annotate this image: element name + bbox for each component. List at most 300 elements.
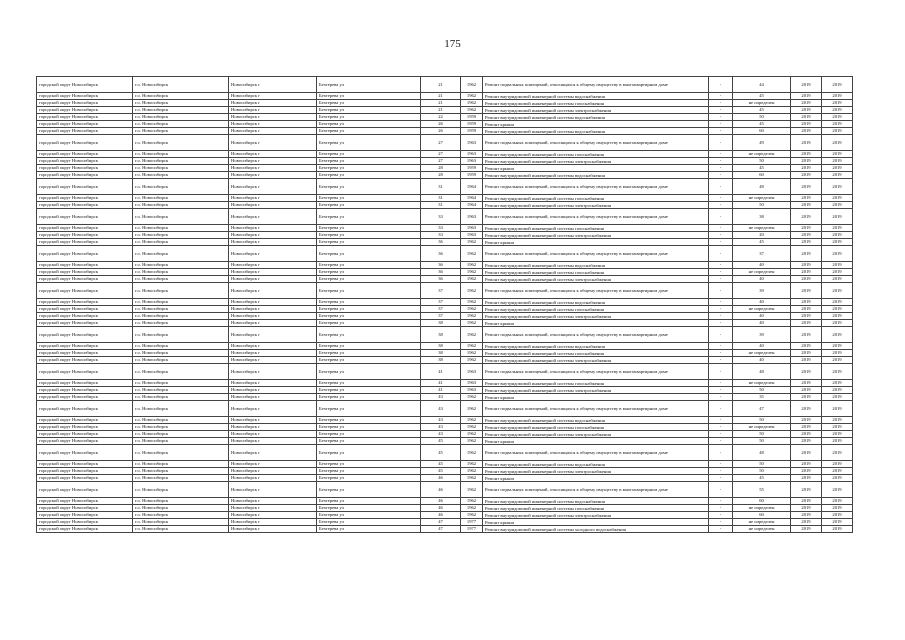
- district-cell: г.о. Новосибирск: [133, 121, 229, 128]
- municipality-cell: городской округ Новосибирск: [37, 387, 133, 394]
- district-cell: г.о. Новосибирск: [133, 482, 229, 498]
- house-number-cell: 28: [421, 172, 461, 179]
- table-row: [37, 209, 853, 225]
- street-cell: Бехтерева ул: [317, 77, 421, 93]
- volume-cell: 44: [733, 77, 791, 93]
- city-cell: Новосибирск г: [229, 151, 317, 158]
- district-cell: г.о. Новосибирск: [133, 350, 229, 357]
- year-start-cell: 2019: [791, 461, 822, 468]
- house-number-cell: 36: [421, 246, 461, 262]
- volume-cell: не определен: [733, 195, 791, 202]
- volume-cell: 40: [733, 320, 791, 327]
- work-type-cell: Ремонт внутридомовой инженерной системы электроснабжения: [483, 232, 709, 239]
- year-end-cell: 2019: [822, 519, 853, 526]
- street-cell: Бехтерева ул: [317, 269, 421, 276]
- district-cell: г.о. Новосибирск: [133, 232, 229, 239]
- city-cell: Новосибирск г: [229, 246, 317, 262]
- city-cell: Новосибирск г: [229, 158, 317, 165]
- volume-cell: 50: [733, 461, 791, 468]
- municipality-cell: городской округ Новосибирск: [37, 77, 133, 93]
- year-end-cell: 2019: [822, 357, 853, 364]
- dash-cell: -: [709, 135, 733, 151]
- street-cell: Бехтерева ул: [317, 417, 421, 424]
- dash-cell: -: [709, 343, 733, 350]
- street-cell: Бехтерева ул: [317, 438, 421, 445]
- year-end-cell: 2019: [822, 100, 853, 107]
- dash-cell: -: [709, 276, 733, 283]
- house-number-cell: 43: [421, 401, 461, 417]
- work-type-cell: Ремонт подвальных помещений, относящихся к общему имуществу в многоквартирном доме: [483, 135, 709, 151]
- house-number-cell: 46: [421, 512, 461, 519]
- dash-cell: -: [709, 121, 733, 128]
- year-end-cell: 2019: [822, 380, 853, 387]
- build-year-cell: 1963: [461, 209, 483, 225]
- year-end-cell: 2019: [822, 107, 853, 114]
- house-number-cell: 36: [421, 239, 461, 246]
- dash-cell: -: [709, 128, 733, 135]
- city-cell: Новосибирск г: [229, 387, 317, 394]
- street-cell: Бехтерева ул: [317, 401, 421, 417]
- city-cell: Новосибирск г: [229, 179, 317, 195]
- dash-cell: -: [709, 306, 733, 313]
- house-number-cell: 36: [421, 269, 461, 276]
- volume-cell: 60: [733, 172, 791, 179]
- dash-cell: -: [709, 239, 733, 246]
- table-row: [37, 151, 853, 158]
- district-cell: г.о. Новосибирск: [133, 498, 229, 505]
- build-year-cell: 1959: [461, 128, 483, 135]
- dash-cell: -: [709, 172, 733, 179]
- work-type-cell: Ремонт внутридомовой инженерной системы электроснабжения: [483, 468, 709, 475]
- district-cell: г.о. Новосибирск: [133, 526, 229, 533]
- volume-cell: 40: [733, 299, 791, 306]
- dash-cell: -: [709, 505, 733, 512]
- volume-cell: 38: [733, 209, 791, 225]
- work-type-cell: Ремонт внутридомовой инженерной системы электроснабжения: [483, 202, 709, 209]
- city-cell: Новосибирск г: [229, 135, 317, 151]
- build-year-cell: 1962: [461, 327, 483, 343]
- volume-cell: 50: [733, 468, 791, 475]
- municipality-cell: городской округ Новосибирск: [37, 276, 133, 283]
- year-end-cell: 2019: [822, 128, 853, 135]
- volume-cell: 40: [733, 357, 791, 364]
- dash-cell: -: [709, 100, 733, 107]
- year-end-cell: 2019: [822, 327, 853, 343]
- table-row: [37, 121, 853, 128]
- street-cell: Бехтерева ул: [317, 165, 421, 172]
- work-type-cell: Ремонт подвальных помещений, относящихся к общему имуществу в многоквартирном доме: [483, 283, 709, 299]
- house-number-cell: 31: [421, 195, 461, 202]
- city-cell: Новосибирск г: [229, 93, 317, 100]
- year-start-cell: 2019: [791, 128, 822, 135]
- year-start-cell: 2019: [791, 202, 822, 209]
- house-number-cell: 36: [421, 276, 461, 283]
- district-cell: г.о. Новосибирск: [133, 424, 229, 431]
- dash-cell: -: [709, 202, 733, 209]
- street-cell: Бехтерева ул: [317, 343, 421, 350]
- table-row: [37, 306, 853, 313]
- volume-cell: 39: [733, 327, 791, 343]
- street-cell: Бехтерева ул: [317, 172, 421, 179]
- registry-table-body: [37, 77, 853, 533]
- dash-cell: -: [709, 424, 733, 431]
- table-row: [37, 225, 853, 232]
- municipality-cell: городской округ Новосибирск: [37, 327, 133, 343]
- district-cell: г.о. Новосибирск: [133, 445, 229, 461]
- street-cell: Бехтерева ул: [317, 320, 421, 327]
- house-number-cell: 26: [421, 121, 461, 128]
- build-year-cell: 1959: [461, 165, 483, 172]
- district-cell: г.о. Новосибирск: [133, 172, 229, 179]
- street-cell: Бехтерева ул: [317, 482, 421, 498]
- district-cell: г.о. Новосибирск: [133, 151, 229, 158]
- municipality-cell: городской округ Новосибирск: [37, 107, 133, 114]
- dash-cell: -: [709, 158, 733, 165]
- work-type-cell: Ремонт внутридомовой инженерной системы электроснабжения: [483, 357, 709, 364]
- year-start-cell: 2019: [791, 526, 822, 533]
- build-year-cell: 1962: [461, 306, 483, 313]
- dash-cell: -: [709, 320, 733, 327]
- year-start-cell: 2019: [791, 417, 822, 424]
- city-cell: Новосибирск г: [229, 121, 317, 128]
- work-type-cell: Ремонт крыши: [483, 320, 709, 327]
- build-year-cell: 1977: [461, 519, 483, 526]
- year-end-cell: 2019: [822, 364, 853, 380]
- municipality-cell: городской округ Новосибирск: [37, 519, 133, 526]
- dash-cell: -: [709, 387, 733, 394]
- table-row: [37, 505, 853, 512]
- city-cell: Новосибирск г: [229, 468, 317, 475]
- build-year-cell: 1963: [461, 158, 483, 165]
- dash-cell: -: [709, 77, 733, 93]
- street-cell: Бехтерева ул: [317, 121, 421, 128]
- build-year-cell: 1962: [461, 299, 483, 306]
- table-row: [37, 158, 853, 165]
- build-year-cell: 1963: [461, 364, 483, 380]
- volume-cell: 49: [733, 135, 791, 151]
- build-year-cell: 1963: [461, 380, 483, 387]
- work-type-cell: Ремонт подвальных помещений, относящихся к общему имуществу в многоквартирном доме: [483, 209, 709, 225]
- year-start-cell: 2019: [791, 283, 822, 299]
- district-cell: г.о. Новосибирск: [133, 364, 229, 380]
- street-cell: Бехтерева ул: [317, 114, 421, 121]
- table-row: [37, 498, 853, 505]
- city-cell: Новосибирск г: [229, 172, 317, 179]
- city-cell: Новосибирск г: [229, 239, 317, 246]
- dash-cell: -: [709, 114, 733, 121]
- district-cell: г.о. Новосибирск: [133, 195, 229, 202]
- work-type-cell: Ремонт подвальных помещений, относящихся к общему имуществу в многоквартирном доме: [483, 246, 709, 262]
- municipality-cell: городской округ Новосибирск: [37, 512, 133, 519]
- work-type-cell: Ремонт внутридомовой инженерной системы водоснабжения: [483, 461, 709, 468]
- volume-cell: 50: [733, 114, 791, 121]
- volume-cell: 48: [733, 364, 791, 380]
- year-start-cell: 2019: [791, 299, 822, 306]
- district-cell: г.о. Новосибирск: [133, 114, 229, 121]
- house-number-cell: 37: [421, 299, 461, 306]
- house-number-cell: 33: [421, 232, 461, 239]
- volume-cell: 35: [733, 394, 791, 401]
- work-type-cell: Ремонт внутридомовой инженерной системы электроснабжения: [483, 512, 709, 519]
- street-cell: Бехтерева ул: [317, 151, 421, 158]
- house-number-cell: 38: [421, 327, 461, 343]
- year-start-cell: 2019: [791, 431, 822, 438]
- table-row: [37, 327, 853, 343]
- city-cell: Новосибирск г: [229, 306, 317, 313]
- street-cell: Бехтерева ул: [317, 475, 421, 482]
- year-start-cell: 2019: [791, 158, 822, 165]
- district-cell: г.о. Новосибирск: [133, 276, 229, 283]
- table-row: [37, 313, 853, 320]
- district-cell: г.о. Новосибирск: [133, 283, 229, 299]
- volume-cell: 50: [733, 417, 791, 424]
- city-cell: Новосибирск г: [229, 225, 317, 232]
- municipality-cell: городской округ Новосибирск: [37, 151, 133, 158]
- municipality-cell: городской округ Новосибирск: [37, 135, 133, 151]
- district-cell: г.о. Новосибирск: [133, 431, 229, 438]
- year-end-cell: 2019: [822, 387, 853, 394]
- municipality-cell: городской округ Новосибирск: [37, 128, 133, 135]
- house-number-cell: 21: [421, 77, 461, 93]
- table-row: [37, 165, 853, 172]
- year-start-cell: 2019: [791, 387, 822, 394]
- year-end-cell: 2019: [822, 505, 853, 512]
- work-type-cell: Ремонт крыши: [483, 475, 709, 482]
- city-cell: Новосибирск г: [229, 461, 317, 468]
- year-start-cell: 2019: [791, 225, 822, 232]
- year-end-cell: 2019: [822, 172, 853, 179]
- municipality-cell: городской округ Новосибирск: [37, 431, 133, 438]
- repair-registry-table: [36, 76, 853, 533]
- house-number-cell: 46: [421, 498, 461, 505]
- volume-cell: 45: [733, 93, 791, 100]
- city-cell: Новосибирск г: [229, 343, 317, 350]
- city-cell: Новосибирск г: [229, 283, 317, 299]
- year-start-cell: 2019: [791, 262, 822, 269]
- street-cell: Бехтерева ул: [317, 262, 421, 269]
- year-end-cell: 2019: [822, 445, 853, 461]
- district-cell: г.о. Новосибирск: [133, 438, 229, 445]
- work-type-cell: Ремонт внутридомовой инженерной системы водоснабжения: [483, 417, 709, 424]
- district-cell: г.о. Новосибирск: [133, 468, 229, 475]
- house-number-cell: 21: [421, 93, 461, 100]
- table-row: [37, 299, 853, 306]
- city-cell: Новосибирск г: [229, 327, 317, 343]
- build-year-cell: 1964: [461, 202, 483, 209]
- city-cell: Новосибирск г: [229, 424, 317, 431]
- year-end-cell: 2019: [822, 438, 853, 445]
- work-type-cell: Ремонт подвальных помещений, относящихся к общему имуществу в многоквартирном доме: [483, 482, 709, 498]
- municipality-cell: городской округ Новосибирск: [37, 269, 133, 276]
- year-start-cell: 2019: [791, 482, 822, 498]
- district-cell: г.о. Новосибирск: [133, 357, 229, 364]
- table-row: [37, 519, 853, 526]
- work-type-cell: Ремонт подвальных помещений, относящихся к общему имуществу в многоквартирном доме: [483, 401, 709, 417]
- district-cell: г.о. Новосибирск: [133, 380, 229, 387]
- build-year-cell: 1962: [461, 93, 483, 100]
- district-cell: г.о. Новосибирск: [133, 387, 229, 394]
- volume-cell: 45: [733, 121, 791, 128]
- table-row: [37, 195, 853, 202]
- house-number-cell: 45: [421, 468, 461, 475]
- build-year-cell: 1962: [461, 262, 483, 269]
- municipality-cell: городской округ Новосибирск: [37, 350, 133, 357]
- build-year-cell: 1962: [461, 357, 483, 364]
- street-cell: Бехтерева ул: [317, 209, 421, 225]
- street-cell: Бехтерева ул: [317, 283, 421, 299]
- municipality-cell: городской округ Новосибирск: [37, 172, 133, 179]
- house-number-cell: 26: [421, 128, 461, 135]
- district-cell: г.о. Новосибирск: [133, 209, 229, 225]
- municipality-cell: городской округ Новосибирск: [37, 417, 133, 424]
- work-type-cell: Ремонт внутридомовой инженерной системы электроснабжения: [483, 276, 709, 283]
- municipality-cell: городской округ Новосибирск: [37, 505, 133, 512]
- year-end-cell: 2019: [822, 209, 853, 225]
- dash-cell: -: [709, 269, 733, 276]
- city-cell: Новосибирск г: [229, 357, 317, 364]
- build-year-cell: 1962: [461, 417, 483, 424]
- municipality-cell: городской округ Новосибирск: [37, 100, 133, 107]
- city-cell: Новосибирск г: [229, 394, 317, 401]
- dash-cell: -: [709, 394, 733, 401]
- municipality-cell: городской округ Новосибирск: [37, 313, 133, 320]
- table-row: [37, 512, 853, 519]
- dash-cell: -: [709, 498, 733, 505]
- year-end-cell: 2019: [822, 225, 853, 232]
- volume-cell: 50: [733, 158, 791, 165]
- build-year-cell: 1962: [461, 438, 483, 445]
- municipality-cell: городской округ Новосибирск: [37, 93, 133, 100]
- district-cell: г.о. Новосибирск: [133, 519, 229, 526]
- city-cell: Новосибирск г: [229, 380, 317, 387]
- house-number-cell: 36: [421, 262, 461, 269]
- city-cell: Новосибирск г: [229, 512, 317, 519]
- city-cell: Новосибирск г: [229, 445, 317, 461]
- dash-cell: -: [709, 380, 733, 387]
- build-year-cell: 1963: [461, 387, 483, 394]
- street-cell: Бехтерева ул: [317, 313, 421, 320]
- dash-cell: -: [709, 357, 733, 364]
- dash-cell: -: [709, 445, 733, 461]
- work-type-cell: Ремонт внутридомовой инженерной системы водоснабжения: [483, 128, 709, 135]
- table-row: [37, 239, 853, 246]
- street-cell: Бехтерева ул: [317, 519, 421, 526]
- dash-cell: -: [709, 232, 733, 239]
- street-cell: Бехтерева ул: [317, 232, 421, 239]
- table-row: [37, 475, 853, 482]
- build-year-cell: 1962: [461, 239, 483, 246]
- municipality-cell: городской округ Новосибирск: [37, 246, 133, 262]
- year-end-cell: 2019: [822, 526, 853, 533]
- district-cell: г.о. Новосибирск: [133, 239, 229, 246]
- district-cell: г.о. Новосибирск: [133, 100, 229, 107]
- volume-cell: 50: [733, 431, 791, 438]
- district-cell: г.о. Новосибирск: [133, 512, 229, 519]
- municipality-cell: городской округ Новосибирск: [37, 380, 133, 387]
- dash-cell: -: [709, 327, 733, 343]
- street-cell: Бехтерева ул: [317, 100, 421, 107]
- dash-cell: -: [709, 299, 733, 306]
- municipality-cell: городской округ Новосибирск: [37, 209, 133, 225]
- house-number-cell: 45: [421, 445, 461, 461]
- build-year-cell: 1962: [461, 276, 483, 283]
- year-end-cell: 2019: [822, 306, 853, 313]
- city-cell: Новосибирск г: [229, 526, 317, 533]
- year-start-cell: 2019: [791, 401, 822, 417]
- district-cell: г.о. Новосибирск: [133, 262, 229, 269]
- volume-cell: 45: [733, 239, 791, 246]
- municipality-cell: городской округ Новосибирск: [37, 438, 133, 445]
- table-row: [37, 445, 853, 461]
- year-end-cell: 2019: [822, 165, 853, 172]
- district-cell: г.о. Новосибирск: [133, 135, 229, 151]
- house-number-cell: 28: [421, 165, 461, 172]
- build-year-cell: 1962: [461, 313, 483, 320]
- year-start-cell: 2019: [791, 438, 822, 445]
- work-type-cell: Ремонт подвальных помещений, относящихся к общему имуществу в многоквартирном доме: [483, 77, 709, 93]
- volume-cell: 50: [733, 202, 791, 209]
- municipality-cell: городской округ Новосибирск: [37, 343, 133, 350]
- work-type-cell: Ремонт крыши: [483, 519, 709, 526]
- street-cell: Бехтерева ул: [317, 431, 421, 438]
- city-cell: Новосибирск г: [229, 401, 317, 417]
- table-row: [37, 246, 853, 262]
- house-number-cell: 27: [421, 151, 461, 158]
- volume-cell: 60: [733, 498, 791, 505]
- city-cell: Новосибирск г: [229, 195, 317, 202]
- district-cell: г.о. Новосибирск: [133, 313, 229, 320]
- table-row: [37, 380, 853, 387]
- house-number-cell: 27: [421, 135, 461, 151]
- street-cell: Бехтерева ул: [317, 225, 421, 232]
- work-type-cell: Ремонт внутридомовой инженерной системы газоснабжения: [483, 380, 709, 387]
- volume-cell: не определен: [733, 519, 791, 526]
- table-row: [37, 283, 853, 299]
- volume-cell: 50: [733, 387, 791, 394]
- house-number-cell: 33: [421, 209, 461, 225]
- work-type-cell: Ремонт внутридомовой инженерной системы газоснабжения: [483, 505, 709, 512]
- volume-cell: не определен: [733, 225, 791, 232]
- year-start-cell: 2019: [791, 505, 822, 512]
- volume-cell: 40: [733, 343, 791, 350]
- table-row: [37, 202, 853, 209]
- year-end-cell: 2019: [822, 343, 853, 350]
- table-row: [37, 357, 853, 364]
- table-row: [37, 262, 853, 269]
- table-row: [37, 350, 853, 357]
- table-row: [37, 128, 853, 135]
- municipality-cell: городской округ Новосибирск: [37, 498, 133, 505]
- house-number-cell: 37: [421, 283, 461, 299]
- street-cell: Бехтерева ул: [317, 350, 421, 357]
- dash-cell: -: [709, 350, 733, 357]
- work-type-cell: Ремонт крыши: [483, 121, 709, 128]
- page-number: 175: [444, 38, 461, 50]
- work-type-cell: Ремонт внутридомовой инженерной системы газоснабжения: [483, 306, 709, 313]
- municipality-cell: городской округ Новосибирск: [37, 482, 133, 498]
- dash-cell: -: [709, 364, 733, 380]
- year-end-cell: 2019: [822, 424, 853, 431]
- year-end-cell: 2019: [822, 283, 853, 299]
- house-number-cell: 33: [421, 225, 461, 232]
- city-cell: Новосибирск г: [229, 276, 317, 283]
- work-type-cell: Ремонт внутридомовой инженерной системы электроснабжения: [483, 313, 709, 320]
- year-start-cell: 2019: [791, 327, 822, 343]
- street-cell: Бехтерева ул: [317, 128, 421, 135]
- municipality-cell: городской округ Новосибирск: [37, 475, 133, 482]
- year-end-cell: 2019: [822, 246, 853, 262]
- table-row: [37, 438, 853, 445]
